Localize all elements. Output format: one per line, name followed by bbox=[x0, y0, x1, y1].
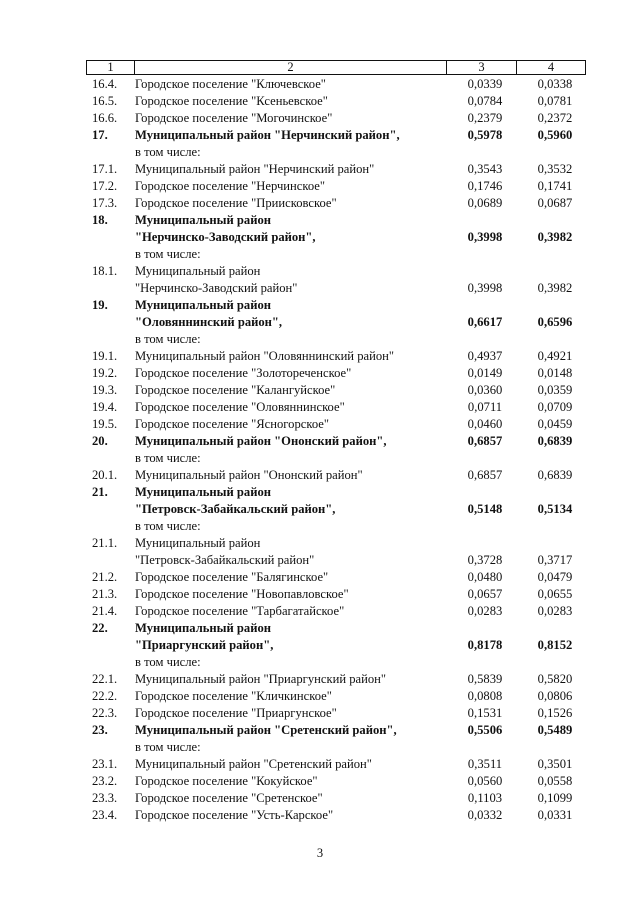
row-value-col4: 0,0479 bbox=[537, 570, 573, 584]
row-value-col3: 0,5839 bbox=[467, 672, 503, 686]
row-name: Городское поселение "Калангуйское" bbox=[135, 383, 336, 397]
row-name: "Петровск-Забайкальский район" bbox=[135, 553, 315, 567]
table-row bbox=[0, 688, 640, 705]
row-name: Городское поселение "Ксеньевское" bbox=[135, 94, 328, 108]
table-row bbox=[0, 212, 640, 229]
row-value-col3: 0,6857 bbox=[467, 434, 503, 448]
table-row bbox=[0, 518, 640, 535]
row-number: 21.4. bbox=[92, 604, 118, 618]
row-value-col3: 0,3543 bbox=[467, 162, 503, 176]
row-number: 20.1. bbox=[92, 468, 118, 482]
row-number: 19.1. bbox=[92, 349, 118, 363]
row-value-col3: 0,6617 bbox=[467, 315, 503, 329]
row-name: в том числе: bbox=[135, 247, 201, 261]
row-name: Муниципальный район bbox=[135, 213, 272, 227]
row-number: 19.4. bbox=[92, 400, 118, 414]
row-value-col4: 0,0338 bbox=[537, 77, 573, 91]
row-number: 16.6. bbox=[92, 111, 118, 125]
row-value-col3: 0,0560 bbox=[467, 774, 503, 788]
row-value-col4: 0,0359 bbox=[537, 383, 573, 397]
row-number: 21.2. bbox=[92, 570, 118, 584]
table-body bbox=[0, 76, 640, 824]
table-row bbox=[0, 365, 640, 382]
row-number: 22. bbox=[92, 621, 108, 635]
table-row bbox=[0, 807, 640, 824]
row-name: Городское поселение "Кокуйское" bbox=[135, 774, 318, 788]
row-number: 22.1. bbox=[92, 672, 118, 686]
table-row bbox=[0, 705, 640, 722]
row-value-col3: 0,6857 bbox=[467, 468, 503, 482]
row-value-col4: 0,0148 bbox=[537, 366, 573, 380]
table-row bbox=[0, 603, 640, 620]
row-value-col4: 0,3532 bbox=[537, 162, 573, 176]
row-value-col4: 0,0331 bbox=[537, 808, 573, 822]
table-row bbox=[0, 433, 640, 450]
table-row bbox=[0, 348, 640, 365]
row-number: 23. bbox=[92, 723, 108, 737]
row-value-col3: 0,5506 bbox=[467, 723, 503, 737]
row-name: Муниципальный район "Приаргунский район" bbox=[135, 672, 387, 686]
table-row bbox=[0, 331, 640, 348]
row-value-col4: 0,6596 bbox=[537, 315, 573, 329]
row-name: Городское поселение "Нерчинское" bbox=[135, 179, 326, 193]
table-row bbox=[0, 739, 640, 756]
row-value-col4: 0,5489 bbox=[537, 723, 573, 737]
row-number: 22.2. bbox=[92, 689, 118, 703]
row-number: 17.1. bbox=[92, 162, 118, 176]
row-number: 21.3. bbox=[92, 587, 118, 601]
table-row bbox=[0, 535, 640, 552]
row-value-col3: 0,2379 bbox=[467, 111, 503, 125]
row-value-col4: 0,0558 bbox=[537, 774, 573, 788]
table-row bbox=[0, 229, 640, 246]
row-value-col3: 0,8178 bbox=[467, 638, 503, 652]
row-value-col4: 0,5820 bbox=[537, 672, 573, 686]
row-name: Городское поселение "Приаргунское" bbox=[135, 706, 337, 720]
row-value-col4: 0,4921 bbox=[537, 349, 573, 363]
row-number: 23.1. bbox=[92, 757, 118, 771]
row-number: 16.4. bbox=[92, 77, 118, 91]
row-number: 23.3. bbox=[92, 791, 118, 805]
row-value-col3: 0,1746 bbox=[467, 179, 503, 193]
row-number: 20. bbox=[92, 434, 108, 448]
row-number: 17. bbox=[92, 128, 108, 142]
row-value-col3: 0,3728 bbox=[467, 553, 503, 567]
row-value-col4: 0,0709 bbox=[537, 400, 573, 414]
table-row bbox=[0, 76, 640, 93]
row-value-col3: 0,0283 bbox=[467, 604, 503, 618]
table-row bbox=[0, 756, 640, 773]
row-value-col3: 0,0784 bbox=[467, 94, 503, 108]
row-name: Муниципальный район bbox=[135, 536, 261, 550]
row-name: "Нерчинско-Заводский район", bbox=[135, 230, 316, 244]
row-name: Городское поселение "Ясногорское" bbox=[135, 417, 330, 431]
row-value-col4: 0,3982 bbox=[537, 281, 573, 295]
row-name: Городское поселение "Усть-Карское" bbox=[135, 808, 334, 822]
row-name: "Петровск-Забайкальский район", bbox=[135, 502, 336, 516]
row-number: 17.3. bbox=[92, 196, 118, 210]
row-value-col4: 0,2372 bbox=[537, 111, 573, 125]
row-name: Муниципальный район "Нерчинский район", bbox=[135, 128, 400, 142]
row-name: Городское поселение "Новопавловское" bbox=[135, 587, 349, 601]
header-col-1: 1 bbox=[87, 61, 135, 74]
row-name: Муниципальный район "Ононский район" bbox=[135, 468, 363, 482]
row-number: 21. bbox=[92, 485, 108, 499]
table-row bbox=[0, 246, 640, 263]
table-row bbox=[0, 671, 640, 688]
row-value-col4: 0,8152 bbox=[537, 638, 573, 652]
table-row bbox=[0, 263, 640, 280]
row-value-col4: 0,0687 bbox=[537, 196, 573, 210]
table-row bbox=[0, 450, 640, 467]
row-name: Муниципальный район "Сретенский район", bbox=[135, 723, 397, 737]
row-name: в том числе: bbox=[135, 451, 201, 465]
row-value-col4: 0,6839 bbox=[537, 468, 573, 482]
row-number: 21.1. bbox=[92, 536, 118, 550]
row-name: Муниципальный район bbox=[135, 485, 272, 499]
table-row bbox=[0, 722, 640, 739]
row-value-col3: 0,0480 bbox=[467, 570, 503, 584]
table-row bbox=[0, 161, 640, 178]
row-number: 17.2. bbox=[92, 179, 118, 193]
row-number: 23.4. bbox=[92, 808, 118, 822]
table-row bbox=[0, 399, 640, 416]
row-value-col4: 0,0283 bbox=[537, 604, 573, 618]
table-row bbox=[0, 620, 640, 637]
row-name: Муниципальный район "Сретенский район" bbox=[135, 757, 372, 771]
row-name: Городское поселение "Ключевское" bbox=[135, 77, 326, 91]
row-value-col3: 0,0657 bbox=[467, 587, 503, 601]
row-number: 22.3. bbox=[92, 706, 118, 720]
table-row bbox=[0, 280, 640, 297]
row-name: Городское поселение "Приисковское" bbox=[135, 196, 337, 210]
row-number: 19.2. bbox=[92, 366, 118, 380]
table-header bbox=[86, 60, 586, 75]
row-value-col4: 0,6839 bbox=[537, 434, 573, 448]
row-value-col3: 0,0460 bbox=[467, 417, 503, 431]
row-name: Городское поселение "Могочинское" bbox=[135, 111, 333, 125]
row-value-col3: 0,0360 bbox=[467, 383, 503, 397]
page-number: 3 bbox=[316, 846, 324, 860]
table-row bbox=[0, 569, 640, 586]
row-name: Городское поселение "Сретенское" bbox=[135, 791, 323, 805]
table-row bbox=[0, 178, 640, 195]
row-value-col4: 0,1526 bbox=[537, 706, 573, 720]
row-value-col3: 0,0332 bbox=[467, 808, 503, 822]
row-value-col4: 0,5960 bbox=[537, 128, 573, 142]
row-name: в том числе: bbox=[135, 145, 201, 159]
row-value-col4: 0,5134 bbox=[537, 502, 573, 516]
row-number: 19.5. bbox=[92, 417, 118, 431]
header-col-2: 2 bbox=[135, 61, 447, 74]
row-name: Городское поселение "Кличкинское" bbox=[135, 689, 332, 703]
row-value-col4: 0,3982 bbox=[537, 230, 573, 244]
row-name: Городское поселение "Балягинское" bbox=[135, 570, 329, 584]
row-number: 18.1. bbox=[92, 264, 118, 278]
row-name: Городское поселение "Тарбагатайское" bbox=[135, 604, 345, 618]
row-value-col4: 0,3501 bbox=[537, 757, 573, 771]
row-value-col3: 0,0808 bbox=[467, 689, 503, 703]
table-row bbox=[0, 144, 640, 161]
row-name: Муниципальный район "Оловяннинский район" bbox=[135, 349, 394, 363]
row-name: Городское поселение "Золотореченское" bbox=[135, 366, 352, 380]
row-name: в том числе: bbox=[135, 740, 201, 754]
table-row bbox=[0, 93, 640, 110]
row-number: 18. bbox=[92, 213, 108, 227]
row-value-col4: 0,0655 bbox=[537, 587, 573, 601]
row-number: 16.5. bbox=[92, 94, 118, 108]
table-row bbox=[0, 586, 640, 603]
row-name: в том числе: bbox=[135, 519, 201, 533]
row-name: в том числе: bbox=[135, 332, 201, 346]
row-value-col3: 0,0711 bbox=[467, 400, 503, 414]
table-row bbox=[0, 501, 640, 518]
row-value-col4: 0,3717 bbox=[537, 553, 573, 567]
header-col-3: 3 bbox=[447, 61, 517, 74]
row-value-col3: 0,0339 bbox=[467, 77, 503, 91]
row-name: "Оловяннинский район", bbox=[135, 315, 283, 329]
row-value-col4: 0,1099 bbox=[537, 791, 573, 805]
table-row bbox=[0, 637, 640, 654]
row-name: Городское поселение "Оловяннинское" bbox=[135, 400, 345, 414]
row-value-col3: 0,3998 bbox=[467, 281, 503, 295]
row-name: в том числе: bbox=[135, 655, 201, 669]
row-name: Муниципальный район "Нерчинский район" bbox=[135, 162, 375, 176]
table-row bbox=[0, 773, 640, 790]
table-row bbox=[0, 297, 640, 314]
row-name: Муниципальный район bbox=[135, 298, 272, 312]
table-row bbox=[0, 195, 640, 212]
table-row bbox=[0, 314, 640, 331]
row-value-col3: 0,1103 bbox=[467, 791, 503, 805]
row-name: Муниципальный район bbox=[135, 621, 272, 635]
row-name: "Нерчинско-Заводский район" bbox=[135, 281, 298, 295]
row-value-col4: 0,0806 bbox=[537, 689, 573, 703]
row-number: 19. bbox=[92, 298, 108, 312]
row-value-col3: 0,5978 bbox=[467, 128, 503, 142]
row-value-col3: 0,0149 bbox=[467, 366, 503, 380]
table-row bbox=[0, 110, 640, 127]
row-number: 19.3. bbox=[92, 383, 118, 397]
row-value-col3: 0,0689 bbox=[467, 196, 503, 210]
row-value-col3: 0,4937 bbox=[467, 349, 503, 363]
table-row bbox=[0, 467, 640, 484]
header-col-4: 4 bbox=[547, 60, 555, 74]
table-row bbox=[0, 484, 640, 501]
table-row bbox=[0, 790, 640, 807]
table-row bbox=[0, 416, 640, 433]
row-value-col4: 0,0781 bbox=[537, 94, 573, 108]
table-row bbox=[0, 552, 640, 569]
row-value-col4: 0,1741 bbox=[537, 179, 573, 193]
row-number: 23.2. bbox=[92, 774, 118, 788]
row-value-col3: 0,3998 bbox=[467, 230, 503, 244]
table-row bbox=[0, 654, 640, 671]
row-name: Муниципальный район "Ононский район", bbox=[135, 434, 387, 448]
table-row bbox=[0, 382, 640, 399]
table-row bbox=[0, 127, 640, 144]
row-value-col3: 0,5148 bbox=[467, 502, 503, 516]
row-name: Муниципальный район bbox=[135, 264, 261, 278]
row-name: "Приаргунский район", bbox=[135, 638, 274, 652]
row-value-col3: 0,1531 bbox=[467, 706, 503, 720]
row-value-col4: 0,0459 bbox=[537, 417, 573, 431]
row-value-col3: 0,3511 bbox=[467, 757, 503, 771]
